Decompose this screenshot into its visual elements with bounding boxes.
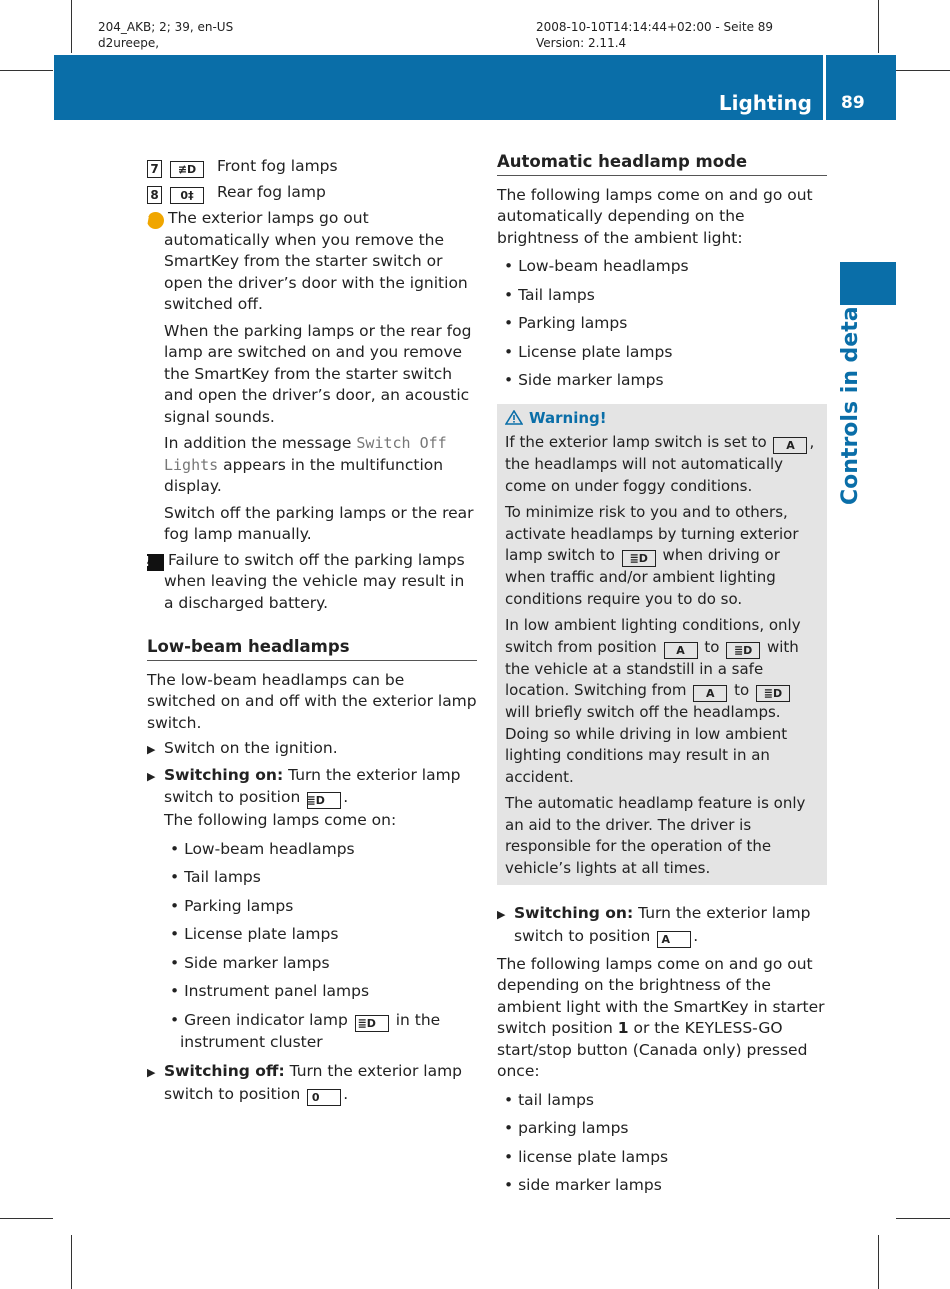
section-title: Lighting	[718, 91, 812, 115]
lamp-label: in the instrument cluster	[180, 1010, 441, 1051]
right-column	[497, 151, 827, 1197]
header-separator	[823, 55, 826, 120]
step-arrow-icon: ▶	[147, 1066, 156, 1079]
crop-mark	[878, 1235, 879, 1289]
meta-line: 2008-10-10T14:14:44+02:00 - Seite 89	[536, 20, 774, 34]
list-item: • License plate lamps	[170, 925, 339, 943]
list-item: • Parking lamps	[170, 896, 294, 915]
step-bold: Switching on:	[164, 765, 284, 784]
side-tab-label: Controls in detail	[838, 291, 863, 505]
list-item: • Low-beam headlamps	[170, 839, 355, 858]
step-text: Turn the exterior lamp switch to position	[164, 765, 461, 806]
crop-mark	[0, 70, 53, 71]
step-arrow-icon: ▶	[497, 908, 506, 921]
list-item: • Low-beam headlamps	[504, 257, 689, 275]
left-column	[144, 156, 477, 1106]
follow-paragraph	[497, 954, 827, 1083]
rear-fog-lamp-icon: 0‡	[170, 187, 204, 204]
low-beam-icon: ≣D	[756, 685, 790, 702]
position-zero-icon: 0	[307, 1089, 341, 1106]
lamp-label: Side marker lamps	[184, 953, 330, 972]
list-item: • Tail lamps	[504, 285, 595, 304]
list-item: • Parking lamps	[504, 314, 628, 332]
meta-line: 204_AKB; 2; 39, en-US	[98, 20, 234, 34]
lamp-label: License plate lamps	[518, 342, 673, 361]
print-meta-left	[98, 19, 233, 51]
warning-text-part: to	[704, 637, 720, 656]
step-bold: Switching on:	[514, 904, 634, 922]
caution-note	[144, 550, 477, 615]
low-beam-intro: The low-beam headlamps can be switched on and off with the exterior lamp switch.	[147, 670, 477, 732]
step-switch-on-auto	[497, 903, 827, 948]
lamp-label: side marker lamps	[518, 1176, 662, 1194]
lamp-label: Tail lamps	[184, 868, 261, 886]
heading-automatic-mode: Automatic headlamp mode	[497, 151, 827, 176]
warning-box	[497, 404, 827, 886]
info-text-1: The exterior lamps go out automatically when you remove the SmartKey from the starter switch or open the driver’s door with the ignition switched off.	[164, 209, 468, 313]
step-text: Switch on the ignition.	[164, 739, 338, 757]
step-ignition	[147, 738, 477, 761]
heading-low-beam: Low-beam headlamps	[147, 636, 477, 661]
auto-position-icon: A	[773, 437, 807, 454]
crop-mark	[71, 1235, 72, 1289]
auto-position-icon: A	[693, 685, 727, 702]
low-beam-indicator-icon: ≣D	[355, 1015, 389, 1032]
lamp-label: Low-beam headlamps	[518, 257, 689, 275]
crop-mark	[896, 1218, 950, 1219]
step-after: .	[343, 1084, 349, 1103]
lamp-label: Parking lamps	[518, 314, 628, 332]
item-number-7: 7	[147, 160, 162, 178]
list-item-rear-fog	[147, 182, 477, 204]
lamp-label: tail lamps	[518, 1090, 595, 1109]
front-fog-lamp-icon: ≢D	[170, 161, 204, 178]
auto-position-icon: A	[664, 642, 698, 659]
step-follow: The following lamps come on:	[164, 811, 397, 829]
item-label: Rear fog lamp	[216, 183, 326, 201]
lamp-label: License plate lamps	[184, 925, 339, 943]
warning-text-part: to	[734, 681, 750, 699]
list-item: • License plate lamps	[504, 342, 673, 361]
step-switch-off	[147, 1061, 477, 1106]
low-beam-icon: ≣D	[307, 792, 341, 809]
list-item: • Tail lamps	[170, 868, 261, 886]
info-text-3	[147, 433, 477, 498]
print-meta-right	[536, 19, 773, 51]
warning-text-part: To minimize risk to you and to others, activate headlamps by turning exterior lamp switch to	[505, 503, 799, 564]
list-item: • Instrument panel lamps	[170, 982, 370, 1000]
lamp-label: Instrument panel lamps	[184, 982, 370, 1000]
warning-text-part: If the exterior lamp switch is set to	[505, 433, 767, 451]
list-item: • tail lamps	[504, 1090, 595, 1109]
list-item-front-fog	[147, 156, 477, 178]
step-arrow-icon: ▶	[147, 769, 156, 783]
lamp-label: parking lamps	[518, 1119, 629, 1137]
warning-text-part: In low ambient lighting conditions, only switch from position	[505, 616, 801, 656]
follow-text: The following lamps come on and go out depending on the brightness of the ambient light with the SmartKey in starter switch position	[497, 954, 825, 1037]
list-item: • parking lamps	[504, 1119, 629, 1137]
page-number: 89	[841, 93, 865, 113]
meta-line: Version: 2.11.4	[536, 36, 627, 50]
info-icon: i	[147, 212, 164, 229]
info-text-3b: appears in the multifunction display.	[164, 455, 444, 495]
switch-position-number: 1	[617, 1019, 629, 1037]
low-beam-icon: ≣D	[726, 642, 760, 659]
list-item: • Green indicator lamp ≣D in the instrument cluster	[170, 1010, 441, 1051]
lamp-label: Low-beam headlamps	[184, 839, 355, 858]
step-text: Turn the exterior lamp switch to position	[164, 1062, 463, 1103]
step-after: .	[343, 788, 349, 806]
info-text-4: Switch off the parking lamps or the rear fog lamp manually.	[164, 503, 474, 543]
crop-mark	[0, 1218, 53, 1219]
list-item: • Side marker lamps	[504, 371, 664, 389]
lamp-label: Parking lamps	[184, 896, 294, 915]
warning-text-3	[505, 615, 819, 788]
info-note	[144, 208, 477, 316]
lamp-label: license plate lamps	[518, 1147, 669, 1166]
list-item: • side marker lamps	[504, 1176, 662, 1194]
warning-title-text: Warning!	[529, 408, 607, 427]
step-switch-on	[147, 765, 477, 810]
list-item: • Side marker lamps	[170, 953, 330, 972]
auto-position-icon: A	[657, 931, 691, 948]
info-text-2: When the parking lamps or the rear fog lamp are switched on and you remove the SmartKey from the starter switch and open the driver’s door, an acoustic signal sounds.	[164, 321, 472, 426]
low-beam-icon: ≣D	[622, 550, 656, 567]
follow-text: or the KEYLESS-GO start/stop button (Canada only) pressed once:	[497, 1019, 808, 1080]
step-arrow-icon: ▶	[147, 743, 156, 756]
auto-intro: The following lamps come on and go out automatically depending on the brightness of the ambient light:	[497, 185, 813, 247]
info-text-3a: In addition the message	[164, 434, 352, 452]
list-item: • license plate lamps	[504, 1147, 669, 1166]
warning-text-part: when driving or when traffic and/or ambient lighting conditions require you to do so.	[505, 546, 780, 608]
caution-text: Failure to switch off the parking lamps when leaving the vehicle may result in a discharged battery.	[164, 550, 465, 612]
meta-line: d2ureepe,	[98, 36, 160, 50]
crop-mark	[71, 0, 72, 53]
warning-text-2	[505, 502, 819, 610]
display-message: Switch Off Lights	[164, 434, 447, 474]
warning-text-1	[505, 432, 819, 497]
warning-title	[505, 408, 819, 430]
crop-mark	[878, 0, 879, 53]
step-after: .	[693, 926, 699, 945]
warning-text-part: , the headlamps will not automatically come on under foggy conditions.	[505, 433, 815, 495]
warning-text-4: The automatic headlamp feature is only an aid to the driver. The driver is responsible for the operation of the vehicle’s lights at all times.	[505, 794, 806, 877]
item-number-8: 8	[147, 186, 162, 204]
warning-text-part: with the vehicle at a standstill in a safe location. Switching from	[505, 637, 799, 699]
lamp-label: Tail lamps	[518, 285, 595, 304]
step-bold: Switching off:	[164, 1062, 285, 1080]
lamp-label: Green indicator lamp	[184, 1010, 348, 1029]
exclamation-icon: !	[147, 554, 164, 571]
warning-text-part: will briefly switch off the headlamps. Doing so while driving in low ambient lighting conditions may result in an accident.	[505, 703, 788, 786]
lamp-label: Side marker lamps	[518, 371, 664, 389]
item-label: Front fog lamps	[216, 157, 338, 175]
warning-triangle-icon	[505, 410, 523, 425]
crop-mark	[896, 70, 950, 71]
step-text: Turn the exterior lamp switch to position	[514, 904, 811, 945]
